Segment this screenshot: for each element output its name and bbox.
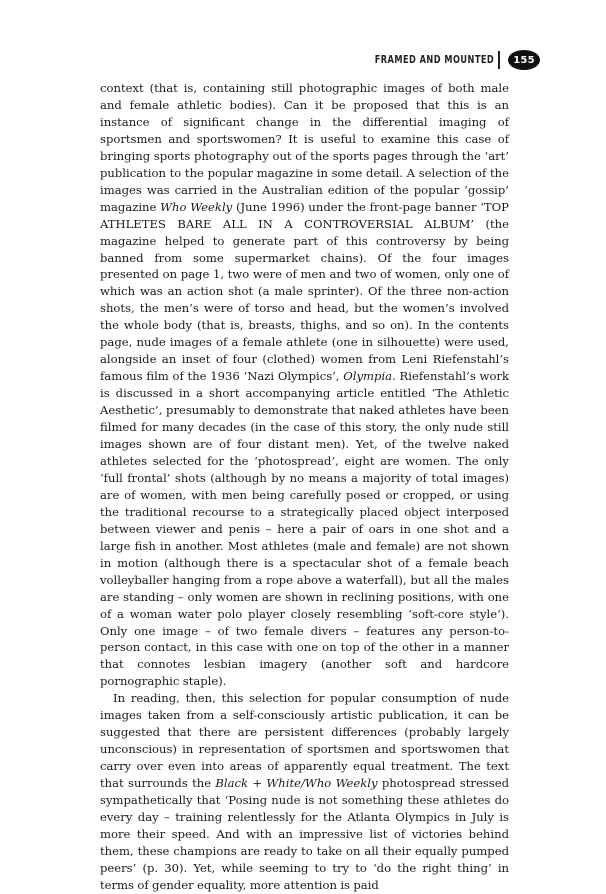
- text-segment: In reading, then, this selection for popular consumption of nude images taken from a self-consciously artistic publication, it can be suggested that there are persistent differences (probably largely unconscious) in representation of sportsmen and sportswomen that carry over even into areas of apparently equal treatment. The text that surrounds the: [100, 691, 509, 791]
- text-segment: context (that is, containing still photographic images of both male and female athletic bodies). Can it be proposed that this is an instance of significant change in the differential imaging of sportsmen and sportswomen? It is useful to examine this case of bringing sports photography out of the sports pages through the ‘art’ publication to the popular magazine in some detail. A selection of the images was carried in the Australian edition of the popular ‘gossip’ magazine: [100, 81, 509, 214]
- text-segment: . Riefenstahl’s work is discussed in a short accompanying article entitled ‘The Athletic Aesthetic’, presumably to demonstrate that naked athletes have been filmed for many decades (in the case of this story, the only nude still images shown are of four distant men). Yet, of the twelve naked athletes selected for the ‘photospread’, eight are women. The only ‘full frontal’ shots (although by no means a majority of total images) are of women, with men being carefully posed or cropped, or using the traditional recourse to a strategically placed object interposed between viewer and penis – here a pair of oars in one shot and a large fish in another. Most athletes (male and female) are not shown in motion (although there is a spectacular shot of a female beach volleyballer hanging from a rope above a waterfall), but all the males are standing – only women are shown in reclining positions, with one of a woman water polo player closely resembling ‘soft-core style’). Only one image – of two female divers – features any person-to-person contact, in this case with one on top of the other in a manner that connotes lesbian imagery (another soft and hardcore pornographic staple).: [100, 369, 509, 689]
- paragraph-2: [100, 690, 509, 893]
- publication-title-italic: Black + White/Who Weekly: [215, 776, 378, 791]
- magazine-title-italic: Who Weekly: [160, 199, 233, 214]
- running-head: [341, 49, 540, 71]
- text-segment: photospread stressed sympathetically that ‘Posing nude is not something these athletes do every day – training relentlessly for the Atlanta Olympics in July is more their speed. And with an impressive list of victories behind them, these champions are ready to take on all their equally pumped peers’ (p. 30). Yet, while seeming to try to ‘do the right thing’ in terms of gender equality, more attention is paid: [100, 776, 509, 892]
- running-title: FRAMED AND MOUNTED: [374, 54, 494, 66]
- paragraph-1: [100, 80, 509, 690]
- text-segment: (June 1996) under the front-page banner ‘TOP ATHLETES BARE ALL IN A CONTROVERSIAL ALBUM’ (the magazine helped to generate part of this controversy by being banned from some supermarket chains). Of the four images presented on page 1, two were of men and two of women, only one of which was an action shot (a male sprinter). Of the three non-action shots, the men’s were of torso and head, but the women’s involved the whole body (that is, breasts, thighs, and so on). In the contents page, nude images of a female athlete (one in silhouette) were used, alongside an inset of four (clothed) women from Leni Riefenstahl’s famous film of the 1936 ‘Nazi Olympics’,: [100, 199, 509, 384]
- body-text: [100, 80, 509, 894]
- page-number-badge: 155: [508, 50, 540, 70]
- film-title-italic: Olympia: [343, 369, 393, 384]
- header-rule: [498, 51, 500, 69]
